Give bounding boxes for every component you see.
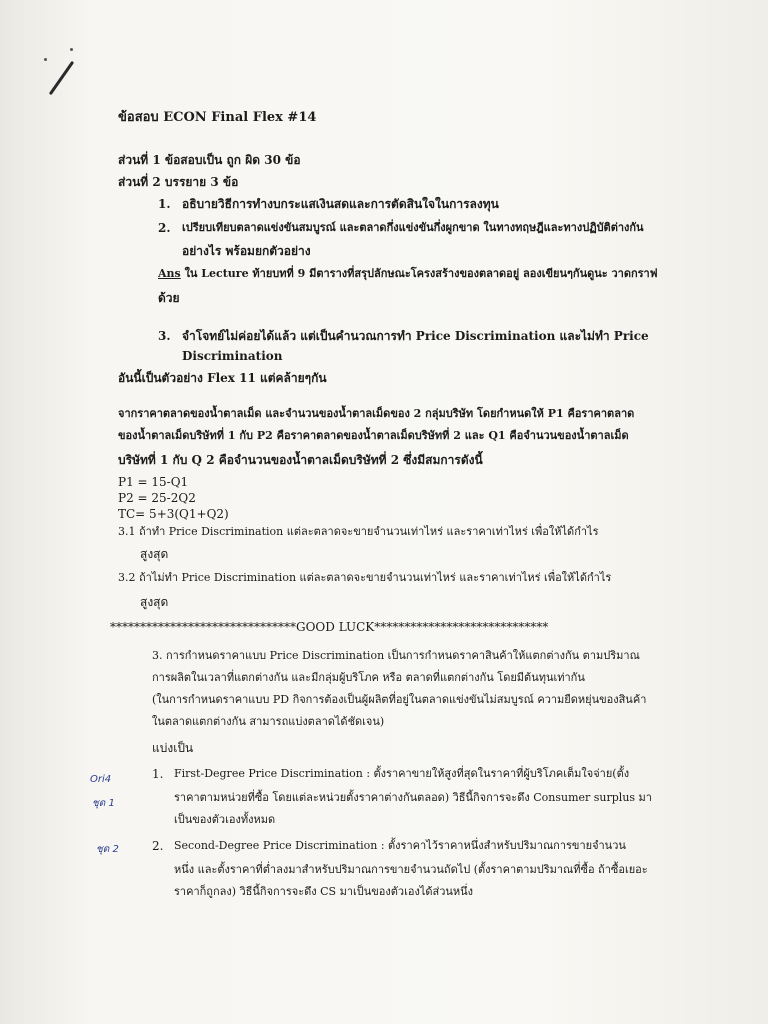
subq31-line1: 3.1 ถ้าทำ Price Discrimination แต่ละตลาดจะขายจำนวนเท่าไหร่ และราคาเท่าไหร่ เพื่อให้ได้กำไร <box>118 525 599 538</box>
equation-tc: TC= 5+3(Q1+Q2) <box>118 507 229 521</box>
subq32-line1: 3.2 ถ้าไม่ทำ Price Discrimination แต่ละตลาดจะขายจำนวนเท่าไหร่ และราคาเท่าไหร่ เพื่อให้ได้กำไร <box>118 571 612 584</box>
equation-p2: P2 = 25-2Q2 <box>118 491 196 505</box>
part1-text: ส่วนที่ 1 ข้อสอบเป็น ถูก ผิด 30 ข้อ <box>118 153 301 167</box>
degree1-number: 1. <box>152 767 164 781</box>
answer3-line3: (ในการกำหนดราคาแบบ PD กิจการต้องเป็นผู้ผลิตที่อยู่ในตลาดแข่งขันไม่สมบูรณ์ ความยืดหยุ่นของสินค้า <box>152 693 647 706</box>
answer-line1 <box>158 266 658 282</box>
part2-text: ส่วนที่ 2 บรรยาย 3 ข้อ <box>118 175 239 189</box>
subq32-line2: สูงสุด <box>140 595 169 609</box>
answer3-line1: 3. การกำหนดราคาแบบ Price Discrimination เป็นการกำหนดราคาสินค้าให้แตกต่างกัน ตามปริมาณ <box>152 649 640 662</box>
answer-line2: ด้วย <box>158 291 180 305</box>
subq31-line2: สูงสุด <box>140 547 169 561</box>
divided-label: แบ่งเป็น <box>152 741 194 755</box>
ans-label: Ans <box>158 267 181 280</box>
pen-dot <box>70 48 73 51</box>
pen-dot <box>44 58 47 61</box>
answer3-line2: การผลิตในเวลาที่แตกต่างกัน และมีกลุ่มผู้บริโภค หรือ ตลาดที่แตกต่างกัน โดยมีต้นทุนเท่ากัน <box>152 671 585 684</box>
degree2-line3: ราคาก็ถูกลง) วิธีนี้กิจการจะดึง CS มาเป็นของตัวเองได้ส่วนหนึ่ง <box>174 885 474 898</box>
q2-number: 2. <box>158 221 171 235</box>
q1-number: 1. <box>158 197 171 211</box>
q2-line1: เปรียบเทียบตลาดแข่งขันสมบูรณ์ และตลาดกึ่งแข่งขันกึ่งผูกขาด ในทางทฤษฎีและทางปฏิบัติต่างกัน <box>182 221 644 234</box>
pen-stroke <box>49 61 74 95</box>
ans-text: ใน Lecture ท้ายบทที่ 9 มีตารางที่สรุปลักษณะโครงสร้างของตลาดอยู่ ลองเขียนๆกันดูนะ วาดกราฟ <box>180 267 658 280</box>
margin-note: ชุด 1 <box>92 798 115 809</box>
degree1-line3: เป็นของตัวเองทั้งหมด <box>174 813 276 826</box>
q3-line1: จำโจทย์ไม่ค่อยได้แล้ว แต่เป็นคำนวณการทำ Price Discrimination และไม่ทำ Price <box>182 329 649 343</box>
q3-line2: Discrimination <box>182 349 283 363</box>
degree2-line2: หนึ่ง และตั้งราคาที่ต่ำลงมาสำหรับปริมาณการขายจำนวนถัดไป (ตั้งราคาตามปริมาณที่ซื้อ ถ้าซื้อเยอะ <box>174 863 648 876</box>
degree1-line2: ราคาตามหน่วยที่ซื้อ โดยแต่ละหน่วยตั้งราคาต่างกันตลอด) วิธีนี้กิจการจะดึง Consumer surplus มา <box>174 791 652 804</box>
para1-line2: ของน้ำตาลเม็ดบริษัทที่ 1 กับ P2 คือราคาตลาดของน้ำตาลเม็ดบริษัทที่ 2 และ Q1 คือจำนวนของน้ำตาลเม็ด <box>118 429 629 442</box>
degree2-number: 2. <box>152 839 164 853</box>
q2-line2: อย่างไร พร้อมยกตัวอย่าง <box>182 244 311 258</box>
para1-line3: บริษัทที่ 1 กับ Q 2 คือจำนวนของน้ำตาลเม็ดบริษัทที่ 2 ซึ่งมีสมการดังนี้ <box>118 453 483 467</box>
degree2-line1: Second-Degree Price Discrimination : ตั้งราคาไว้ราคาหนึ่งสำหรับปริมาณการขายจำนวน <box>174 839 626 852</box>
answer3-line4: ในตลาดแตกต่างกัน สามารถแบ่งตลาดได้ชัดเจน) <box>152 715 385 728</box>
degree1-line1: First-Degree Price Discrimination : ตั้งราคาขายให้สูงที่สุดในราคาที่ผู้บริโภคเต็มใจจ่าย(ตั้ง <box>174 767 630 780</box>
q3-number: 3. <box>158 329 171 343</box>
q3-note: อันนี้เป็นตัวอย่าง Flex 11 แต่คล้ายๆกัน <box>118 371 327 385</box>
good-luck-divider: *******************************GOOD LUCK***************************** <box>110 620 549 634</box>
margin-note: ชุด 2 <box>96 844 119 855</box>
para1-line1: จากราคาตลาดของน้ำตาลเม็ด และจำนวนของน้ำตาลเม็ดของ 2 กลุ่มบริษัท โดยกำหนดให้ P1 คือราคาตลาด <box>118 407 635 420</box>
q1-text: อธิบายวิธีการทำงบกระแสเงินสดและการตัดสินใจในการลงทุน <box>182 197 499 211</box>
equation-p1: P1 = 15-Q1 <box>118 475 189 489</box>
doc-title: ข้อสอบ ECON Final Flex #14 <box>118 110 317 125</box>
margin-note: Ori4 <box>90 774 112 785</box>
